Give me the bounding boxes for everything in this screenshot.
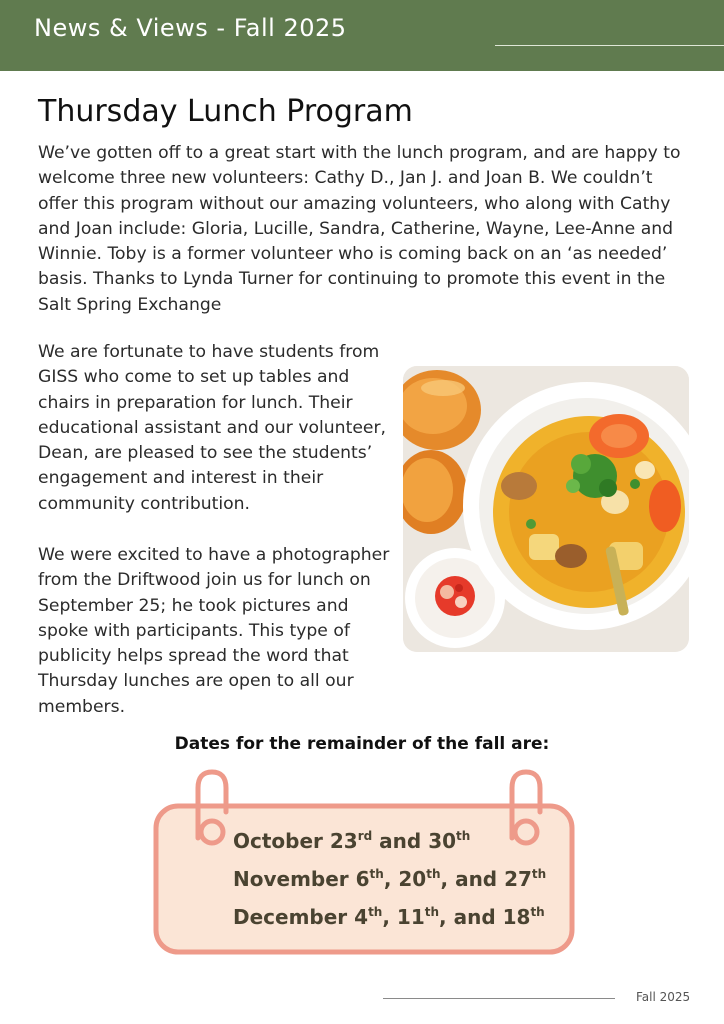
dates-heading: Dates for the remainder of the fall are: bbox=[174, 734, 550, 754]
november-dates: November 6th, 20th, and 27th bbox=[233, 867, 547, 891]
dates-list bbox=[233, 822, 546, 936]
intro-paragraph: We’ve gotten off to a great start with the lunch program, and are happy to welcome three new volunteers: Cathy D., Jan J. and Joan B. We couldn’t offer this program without our amazing volunteers, who along with Cathy and Joan include: Gloria, Lucille, Sandra, Catherine, Wayne, Lee-Anne and Winnie. Toby is a former volunteer who is coming back on an ‘as needed’ basis. Thanks to Lynda Turner for continuing to promote this event in the Salt Spring Exchange bbox=[38, 143, 681, 315]
october-dates: October 23rd and 30th bbox=[233, 829, 471, 853]
students-paragraph: We are fortunate to have students from GISS who come to set up tables and chairs in preparation for lunch. Their educational assistant and our volunteer, Dean, are pleased to see the students’ engagement and interest in their community contribution. bbox=[38, 342, 386, 514]
photographer-paragraph: We were excited to have a photographer from the Driftwood join us for lunch on September 25; he took pictures and spoke with participants. This type of publicity helps spread the word that Thursday lunches are open to all our members. bbox=[38, 545, 390, 717]
section-title: Thursday Lunch Program bbox=[38, 94, 413, 129]
december-dates: December 4th, 11th, and 18th bbox=[233, 905, 545, 929]
newsletter-title: News & Views - Fall 2025 bbox=[34, 14, 347, 42]
footer-divider bbox=[383, 998, 615, 999]
footer-label: Fall 2025 bbox=[636, 990, 691, 1004]
soup-bowl-photo bbox=[403, 366, 689, 652]
header-divider bbox=[495, 45, 724, 46]
